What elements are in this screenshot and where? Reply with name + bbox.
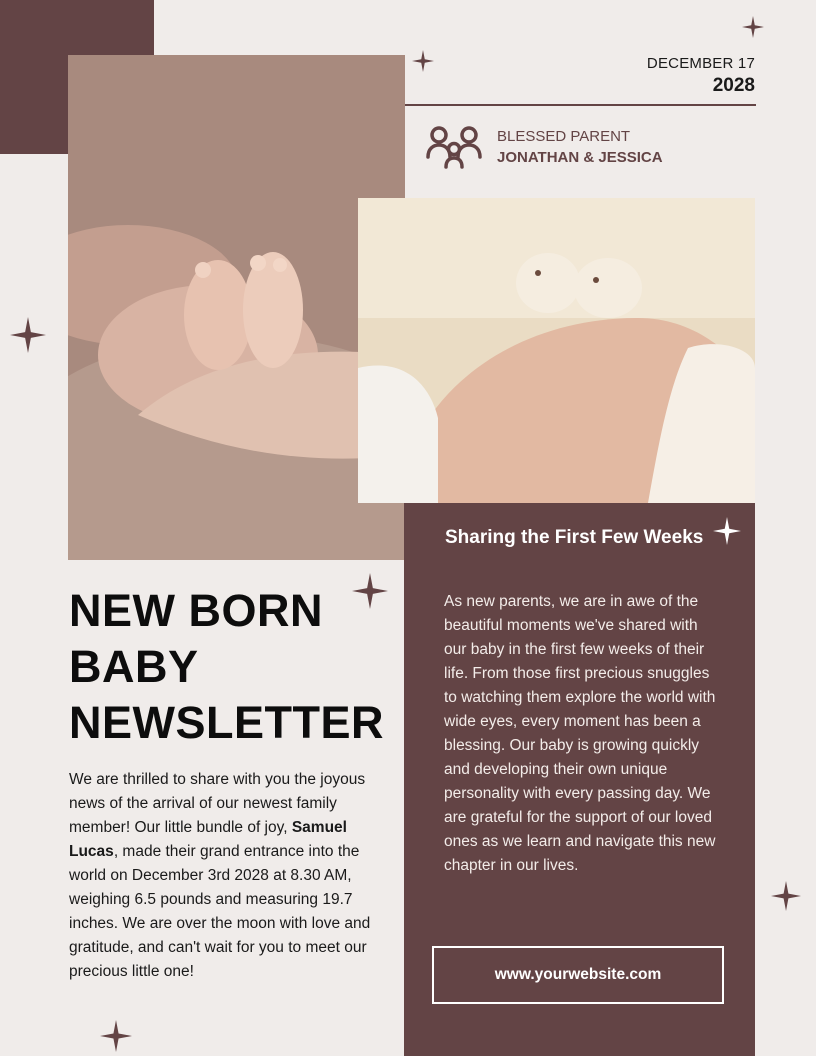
intro-paragraph bbox=[69, 768, 391, 984]
parents-label: BLESSED PARENT bbox=[497, 128, 631, 145]
website-link-button[interactable]: www.yourwebsite.com bbox=[432, 946, 724, 1004]
panel-title: Sharing the First Few Weeks bbox=[445, 527, 704, 548]
panel-body: As new parents, we are in awe of the beautiful moments we've shared with our baby in the first few weeks of their life. From those first precious snuggles to watching them explore the world with wide eyes, every moment has been a blessing. Our baby is growing quickly and developing their own unique personality with every passing day. We are grateful for the support of our loved ones as we learn and navigate this new chapter in our lives. bbox=[444, 593, 716, 874]
sparkle-icon bbox=[713, 517, 741, 545]
sparkle-icon bbox=[742, 16, 764, 38]
header-divider bbox=[405, 104, 756, 106]
date-year: 2028 bbox=[712, 75, 755, 96]
intro-text-part-1: We are thrilled to share with you the joyous news of the arrival of our newest family member! Our little bundle of joy, bbox=[69, 771, 366, 836]
intro-text-part-2: , made their grand entrance into the world on December 3rd 2028 at 8.30 AM, weighing 6.5 pounds and measuring 19.7 inches. We are over the moon with love and gratitude, and can't wait for you to meet our precious little one! bbox=[69, 843, 371, 980]
page-title bbox=[69, 583, 399, 751]
sparkle-icon bbox=[352, 573, 388, 609]
date-month-day: DECEMBER 17 bbox=[646, 55, 755, 72]
parents-names: JONATHAN & JESSICA bbox=[497, 149, 663, 166]
sparkle-icon bbox=[412, 50, 434, 72]
sparkle-icon bbox=[100, 1020, 132, 1052]
family-icon bbox=[425, 125, 485, 169]
title-line-3: NEWSLETTER bbox=[69, 697, 384, 748]
pregnant-belly-booties-photo bbox=[358, 198, 755, 503]
baby-name: Samuel Lucas bbox=[69, 819, 347, 860]
title-line-1: NEW BORN bbox=[69, 585, 323, 636]
sparkle-icon bbox=[10, 317, 46, 353]
sparkle-icon bbox=[771, 881, 801, 911]
title-line-2: BABY bbox=[69, 641, 199, 692]
baby-feet-photo bbox=[68, 55, 405, 560]
